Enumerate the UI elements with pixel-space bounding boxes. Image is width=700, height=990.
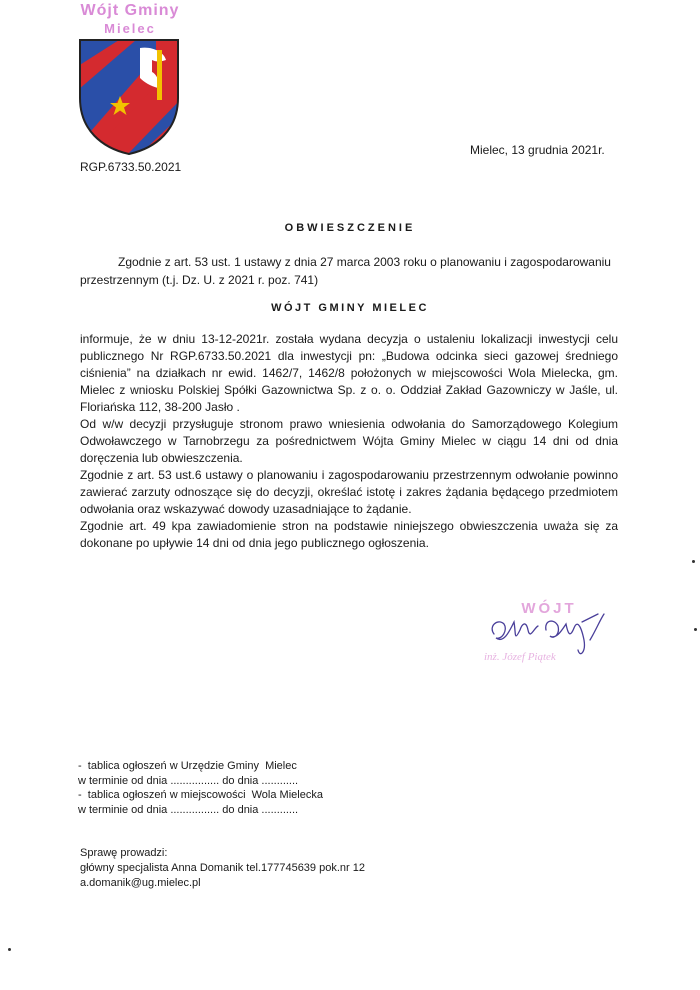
contact-label: Sprawę prowadzi:	[80, 847, 168, 859]
reference-number: RGP.6733.50.2021	[80, 160, 182, 174]
scan-mark	[692, 560, 695, 563]
svg-text:inż. Józef Piątek: inż. Józef Piątek	[484, 651, 556, 663]
distribution-line-2: w terminie od dnia ................ do dnia ............	[78, 774, 299, 787]
stamp-line-2: Mielec	[104, 21, 156, 36]
document-title: OBWIESZCZENIE	[284, 222, 416, 234]
scan-mark	[694, 628, 697, 631]
signature-stamp-title: WÓJT	[521, 600, 577, 617]
contact-info	[80, 846, 365, 891]
paragraph-notification: Zgodnie art. 49 kpa zawiadomienie stron na podstawie niniejszego obwieszczenia uważa się za dokonane po upływie 14 dni od dnia jego publicznego ogłoszenia.	[80, 519, 618, 550]
signature-block	[474, 600, 624, 672]
contact-email: a.domanik@ug.mielec.pl	[80, 877, 201, 889]
distribution-line-1: - tablica ogłoszeń w Urzędzie Gminy Mielec	[78, 760, 297, 772]
authority-heading: WÓJT GMINY MIELEC	[271, 302, 429, 314]
distribution-list	[78, 759, 323, 817]
coat-of-arms-icon	[78, 38, 180, 156]
paragraph-appeal-right: Od w/w decyzji przysługuje stronom prawo wniesienia odwołania do Samorządowego Kolegium Odwoławczego w Tarnobrzegu za pośrednictwem Wójta Gminy Mielec w ciągu 14 dni od dnia doręczenia lub obwieszczenia.	[80, 417, 618, 465]
paragraph-appeal-content: Zgodnie z art. 53 ust.6 ustawy o planowaniu i zagospodarowaniu przestrzennym odwołanie powinno zawierać zarzuty odnoszące się do decyzji, określać istotę i zakres żądania będącego przedmiotem odwołania oraz wskazywać dowody uzasadniające to żądanie.	[80, 468, 618, 516]
scan-mark	[8, 948, 11, 951]
notice-body	[80, 331, 618, 552]
place-and-date: Mielec, 13 grudnia 2021r.	[470, 143, 605, 157]
distribution-line-3: - tablica ogłoszeń w miejscowości Wola Mielecka	[78, 789, 323, 801]
legal-basis-line-1: Zgodnie z art. 53 ust. 1 ustawy z dnia 27 marca 2003 roku o planowaniu i zagospodarowaniu	[118, 255, 611, 269]
distribution-line-4: w terminie od dnia ................ do dnia ............	[78, 803, 299, 816]
office-stamp	[60, 2, 200, 38]
legal-basis-line-2: przestrzennym (t.j. Dz. U. z 2021 r. poz. 741)	[80, 273, 319, 287]
legal-basis	[80, 253, 620, 289]
stamp-line-1: Wójt Gminy	[80, 2, 180, 19]
contact-person: główny specjalista Anna Domanik tel.177745639 pok.nr 12	[80, 862, 365, 874]
handwritten-signature-icon	[474, 600, 624, 672]
paragraph-decision: informuje, że w dniu 13-12-2021r. została wydana decyzja o ustaleniu lokalizacji inwestycji celu publicznego Nr RGP.6733.50.2021 dla inwestycji pn: „Budowa odcinka sieci gazowej średniego ciśnienia” na działkach nr ewid. 1462/7, 1462/8 położonych w miejscowości Wola Mielecka, gm. Mielec z wniosku Polskiej Spółki Gazownictwa Sp. z o. o. Oddział Zakład Gazowniczy w Jaśle, ul. Floriańska 112, 38-200 Jasło .	[80, 332, 618, 414]
